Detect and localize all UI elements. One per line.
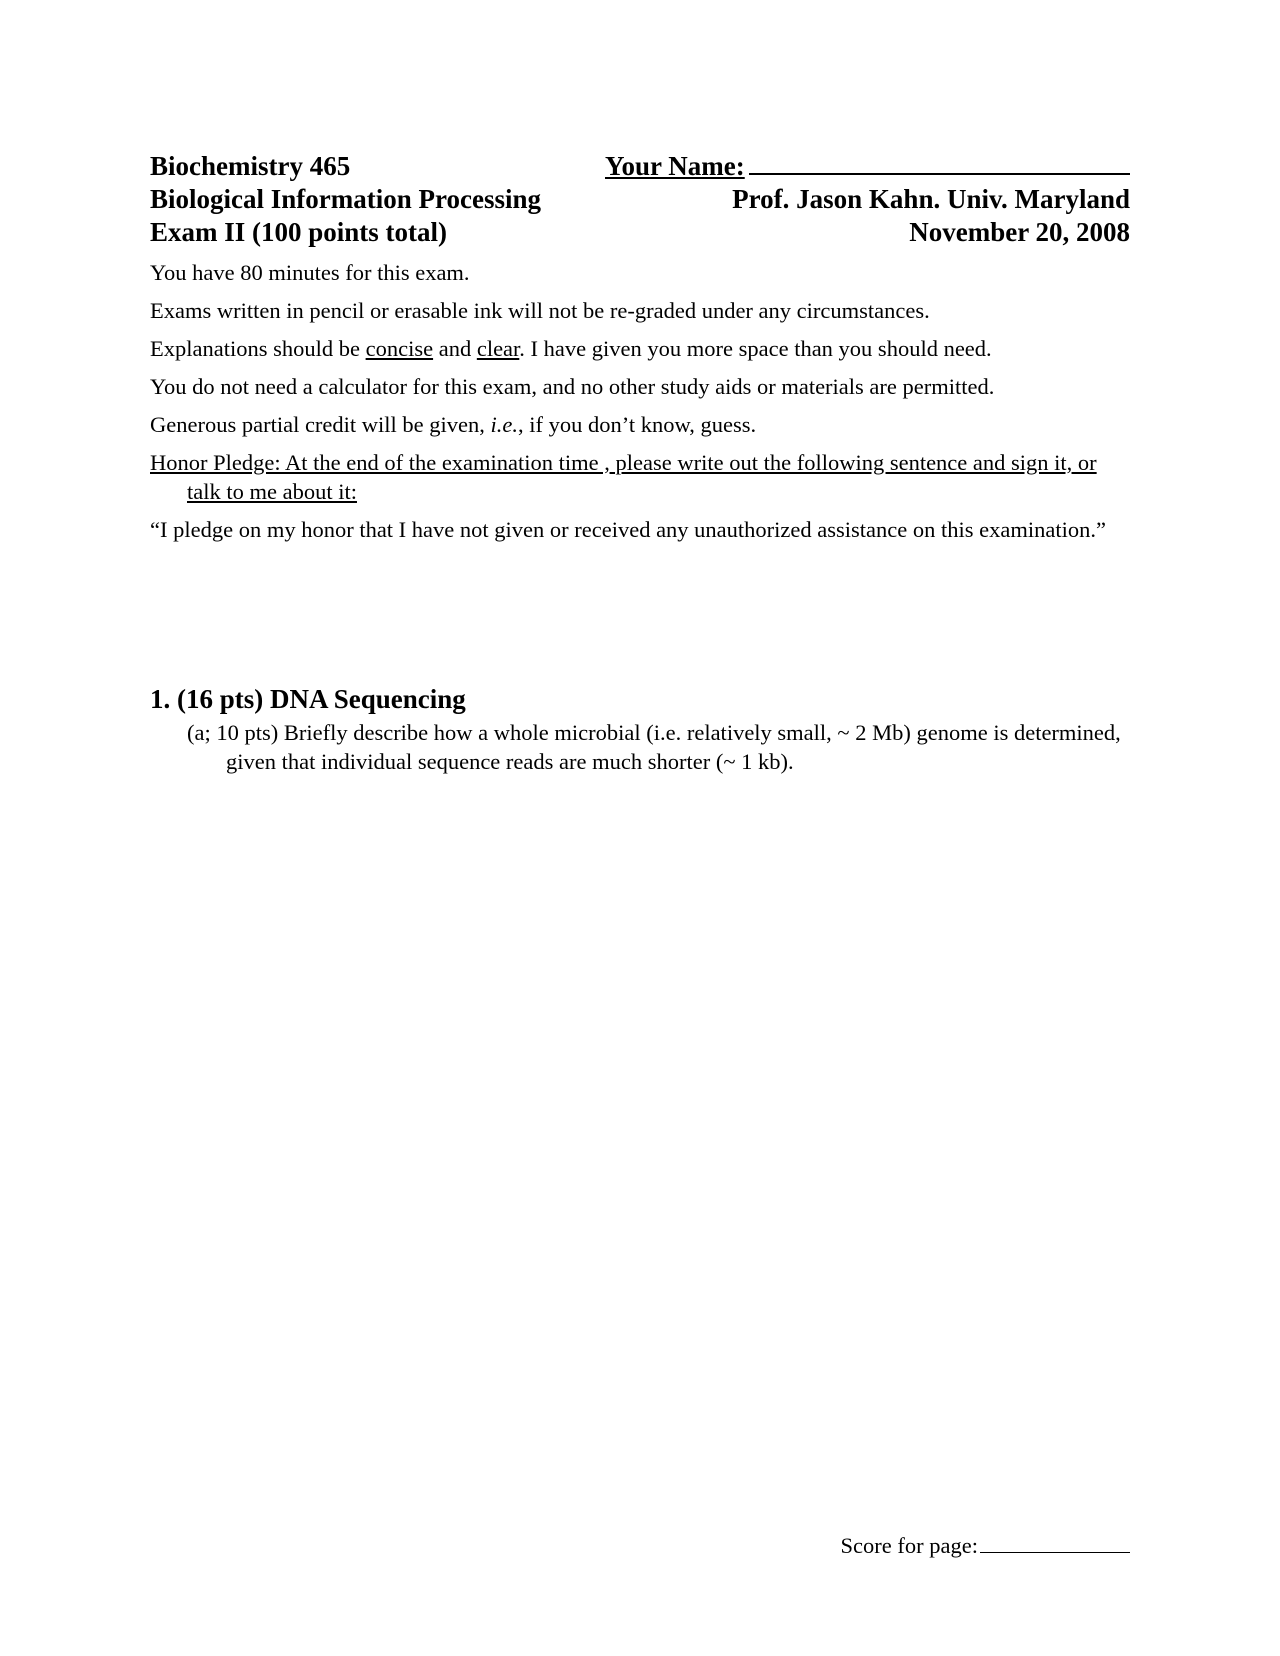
score-blank-line[interactable]	[980, 1532, 1130, 1553]
honor-pledge-instruction: Honor Pledge: At the end of the examination time , please write out the following sentence and sign it, or talk to me about it:	[150, 450, 1097, 504]
header-row-2	[150, 183, 1130, 216]
header-row-3	[150, 216, 1130, 249]
course-number: Biochemistry 465	[150, 151, 351, 181]
explanations-and: and	[433, 336, 477, 361]
instruction-pencil: Exams written in pencil or erasable ink will not be re-graded under any circumstances.	[150, 298, 930, 323]
name-label: Your Name:	[605, 151, 745, 181]
partial-ie: i.e.	[490, 412, 519, 437]
exam-header	[150, 150, 1130, 249]
explanations-clear: clear	[476, 336, 520, 361]
score-label: Score for page:	[840, 1533, 978, 1558]
instruction-calculator: You do not need a calculator for this exam, and no other study aids or materials are permitted.	[150, 374, 995, 399]
explanations-concise: concise	[365, 336, 434, 361]
instruction-time: You have 80 minutes for this exam.	[150, 260, 470, 285]
page-score	[841, 1531, 1130, 1560]
instruction-partial-credit	[150, 410, 1130, 439]
question-1-title: 1. (16 pts) DNA Sequencing	[150, 684, 466, 714]
question-1-part-a: (a; 10 pts) Briefly describe how a whole microbial (i.e. relatively small, ~ 2 Mb) genome is determined, given that individual sequence reads are much shorter (~ 1 kb).	[187, 720, 1121, 774]
partial-suffix: , if you don’t know, guess.	[518, 412, 757, 437]
name-blank-line[interactable]	[749, 151, 1130, 175]
course-title: Biological Information Processing	[150, 184, 541, 214]
exam-date: November 20, 2008	[909, 217, 1130, 247]
instruction-explanations	[150, 334, 1130, 363]
instructions	[150, 258, 1130, 553]
explanations-prefix: Explanations should be	[150, 336, 366, 361]
exam-title: Exam II (100 points total)	[150, 217, 448, 247]
question-1	[150, 682, 1130, 776]
partial-prefix: Generous partial credit will be given,	[150, 412, 491, 437]
honor-pledge-text: “I pledge on my honor that I have not given or received any unauthorized assistance on this examination.”	[150, 517, 1106, 542]
explanations-suffix: . I have given you more space than you should need.	[519, 336, 992, 361]
name-field[interactable]	[605, 150, 1130, 183]
instructor: Prof. Jason Kahn. Univ. Maryland	[732, 184, 1130, 214]
header-row-1	[150, 150, 1130, 183]
